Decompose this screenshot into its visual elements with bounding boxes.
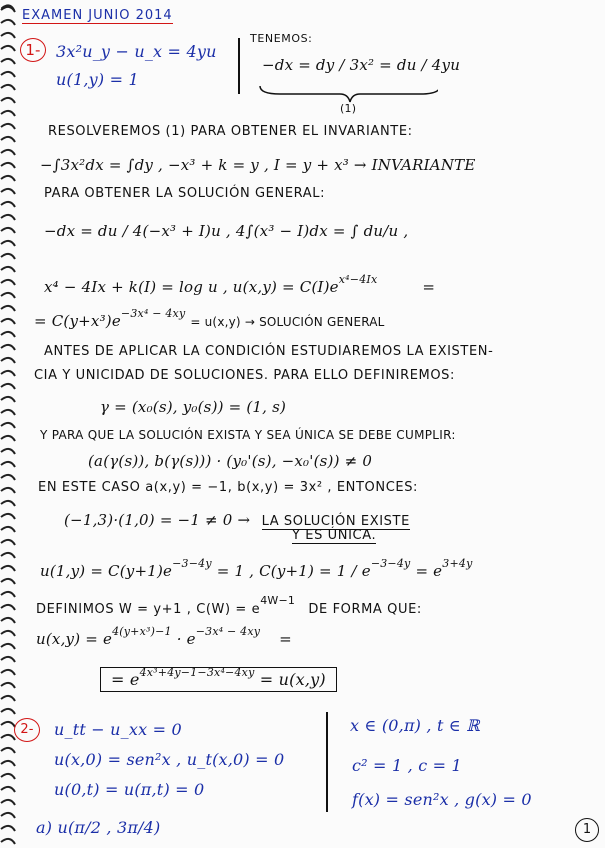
spiral-loop [1,475,15,480]
existence-condition: (a(γ(s)), b(γ(s))) · (y₀'(s), −x₀'(s)) ≠ 0 [88,452,373,470]
spiral-loop [1,683,15,688]
text-resolveremos: RESOLVEREMOS (1) PARA OBTENER EL INVARIANTE: [48,124,413,139]
spiral-loop [1,774,15,779]
problem-1-number: 1- [20,38,46,62]
spiral-loop [1,527,15,532]
spiral-loop [1,332,15,337]
spiral-loop [1,735,15,740]
spiral-loop [1,748,15,753]
problem-2-part-a: a) u(π/2 , 3π/4) [36,818,161,837]
spiral-loop [1,592,15,597]
spiral-loop [1,462,15,467]
spiral-loop [1,33,15,38]
log-equation: x⁴ − 4Ix + k(I) = log u , $u(x,y) = C(I)e^{x^4-4Ix}$ = [44,273,436,296]
spiral-loop [1,280,15,285]
spiral-loop [1,657,15,662]
final-solution: = $e^{4x^3+4y-1-3x^4-4xy} = u(x,y)$ [100,670,337,689]
spiral-loop [1,20,15,25]
spiral-loop [1,488,15,493]
underbrace [258,84,438,104]
spiral-loop [1,670,15,675]
spiral-loop [1,267,15,272]
spiral-loop [1,540,15,545]
spiral-loop [1,579,15,584]
spiral-loop [1,605,15,610]
problem-1-condition: u(1,y) = 1 [56,70,139,89]
text-antes-1: ANTES DE APLICAR LA CONDICIÓN ESTUDIAREMOS LA EXISTEN- [44,344,494,359]
spiral-loop [1,618,15,623]
spiral-loop [1,631,15,636]
spiral-loop [1,644,15,649]
spiral-loop [1,46,15,51]
spiral-loop [1,215,15,220]
spiral-loop [1,319,15,324]
spiral-loop [1,514,15,519]
spiral-loop [1,306,15,311]
spiral-loop [1,85,15,90]
text-en-este-caso: EN ESTE CASO a(x,y) = −1, b(x,y) = 3x² , ENTONCES: [38,480,419,495]
spiral-loop [1,397,15,402]
spiral-loop [1,163,15,168]
spiral-loop [1,384,15,389]
du-equation: −dx = du / 4(−x³ + I)u , 4∫(x³ − I)dx = ∫ du/u , [44,222,409,240]
existence-check: (−1,3)·(1,0) = −1 ≠ 0 → LA SOLUCIÓN EXISTE [64,511,410,529]
problem-2-domain: x ∈ (0,π) , t ∈ ℝ [350,716,480,735]
spiral-loop [1,72,15,77]
problem-2-data: f(x) = sen²x , g(x) = 0 [352,790,532,809]
text-antes-2: CIA Y UNICIDAD DE SOLUCIONES. PARA ELLO DEFINIREMOS: [34,368,456,383]
tenemos-label: TENEMOS: [250,32,313,45]
spiral-loop [1,150,15,155]
problem-2-pde: u_tt − u_xx = 0 [54,720,182,739]
spiral-loop [1,501,15,506]
spiral-loop [1,202,15,207]
spiral-loop [1,98,15,103]
spiral-loop [1,813,15,818]
invariant-derivation: −∫3x²dx = ∫dy , −x³ + k = y , I = y + x³ → INVARIANTE [40,156,476,174]
spiral-loop [1,293,15,298]
spiral-loop [1,241,15,246]
spiral-loop [1,254,15,259]
spiral-loop [1,839,15,844]
problem-2-initial: u(x,0) = sen²x , u_t(x,0) = 0 [54,750,285,769]
spiral-loop [1,761,15,766]
condition-apply: $u(1,y) = C(y+1)e^{-3-4y} = 1$ , $C(y+1) = 1 / e^{-3-4y} = e^{3+4y}$ [40,557,473,580]
spiral-loop [1,410,15,415]
problem-1-equation: 3x²u_y − u_x = 4yu [56,42,217,61]
spiral-loop [1,176,15,181]
text-para-obtener: PARA OBTENER LA SOLUCIÓN GENERAL: [44,186,326,201]
problem-2-boundary: u(0,t) = u(π,t) = 0 [54,780,205,799]
spiral-loop [1,358,15,363]
characteristic-system: −dx = dy / 3x² = du / 4yu [262,56,461,74]
exam-title: EXAMEN JUNIO 2014 [22,8,173,23]
general-solution: = $C(y+x^3)e^{-3x^4 - 4xy} = u(x,y)$ → SOLUCIÓN GENERAL [34,307,385,330]
text-ypara: Y PARA QUE LA SOLUCIÓN EXISTA Y SEA ÚNICA SE DEBE CUMPLIR: [40,428,456,442]
spiral-loop [1,566,15,571]
spiral-loop [1,59,15,64]
spiral-loop [1,124,15,129]
spiral-loop [1,826,15,831]
spiral-loop [1,189,15,194]
spiral-loop [1,553,15,558]
spiral-loop [1,449,15,454]
spiral-loop [1,436,15,441]
spiral-loop [1,709,15,714]
system-ref: (1) [340,102,357,115]
problem-2-divider [326,712,328,812]
spiral-loop [1,228,15,233]
spiral-loop [1,111,15,116]
brace-divider [238,38,240,94]
gamma-definition: γ = (x₀(s), y₀(s)) = (1, s) [100,398,287,416]
page-number: 1 [575,818,599,842]
solution-substitution: $u(x,y) = e^{4(y+x^3)-1} \cdot e^{-3x^4 - 4xy}$ = [36,625,292,648]
spiral-loop [1,137,15,142]
definimos-line: DEFINIMOS W = y+1 , $C(W) = e^{4W-1}$ DE FORMA QUE: [36,594,422,617]
spiral-loop [1,722,15,727]
spiral-loop [1,787,15,792]
problem-2-speed: c² = 1 , c = 1 [352,756,462,775]
spiral-loop [1,423,15,428]
spiral-loop [1,696,15,701]
spiral-loop [1,345,15,350]
spiral-loop [1,800,15,805]
existence-check-2: Y ES ÚNICA. [292,528,377,543]
spiral-loop [1,371,15,376]
problem-2-number: 2- [14,718,40,742]
